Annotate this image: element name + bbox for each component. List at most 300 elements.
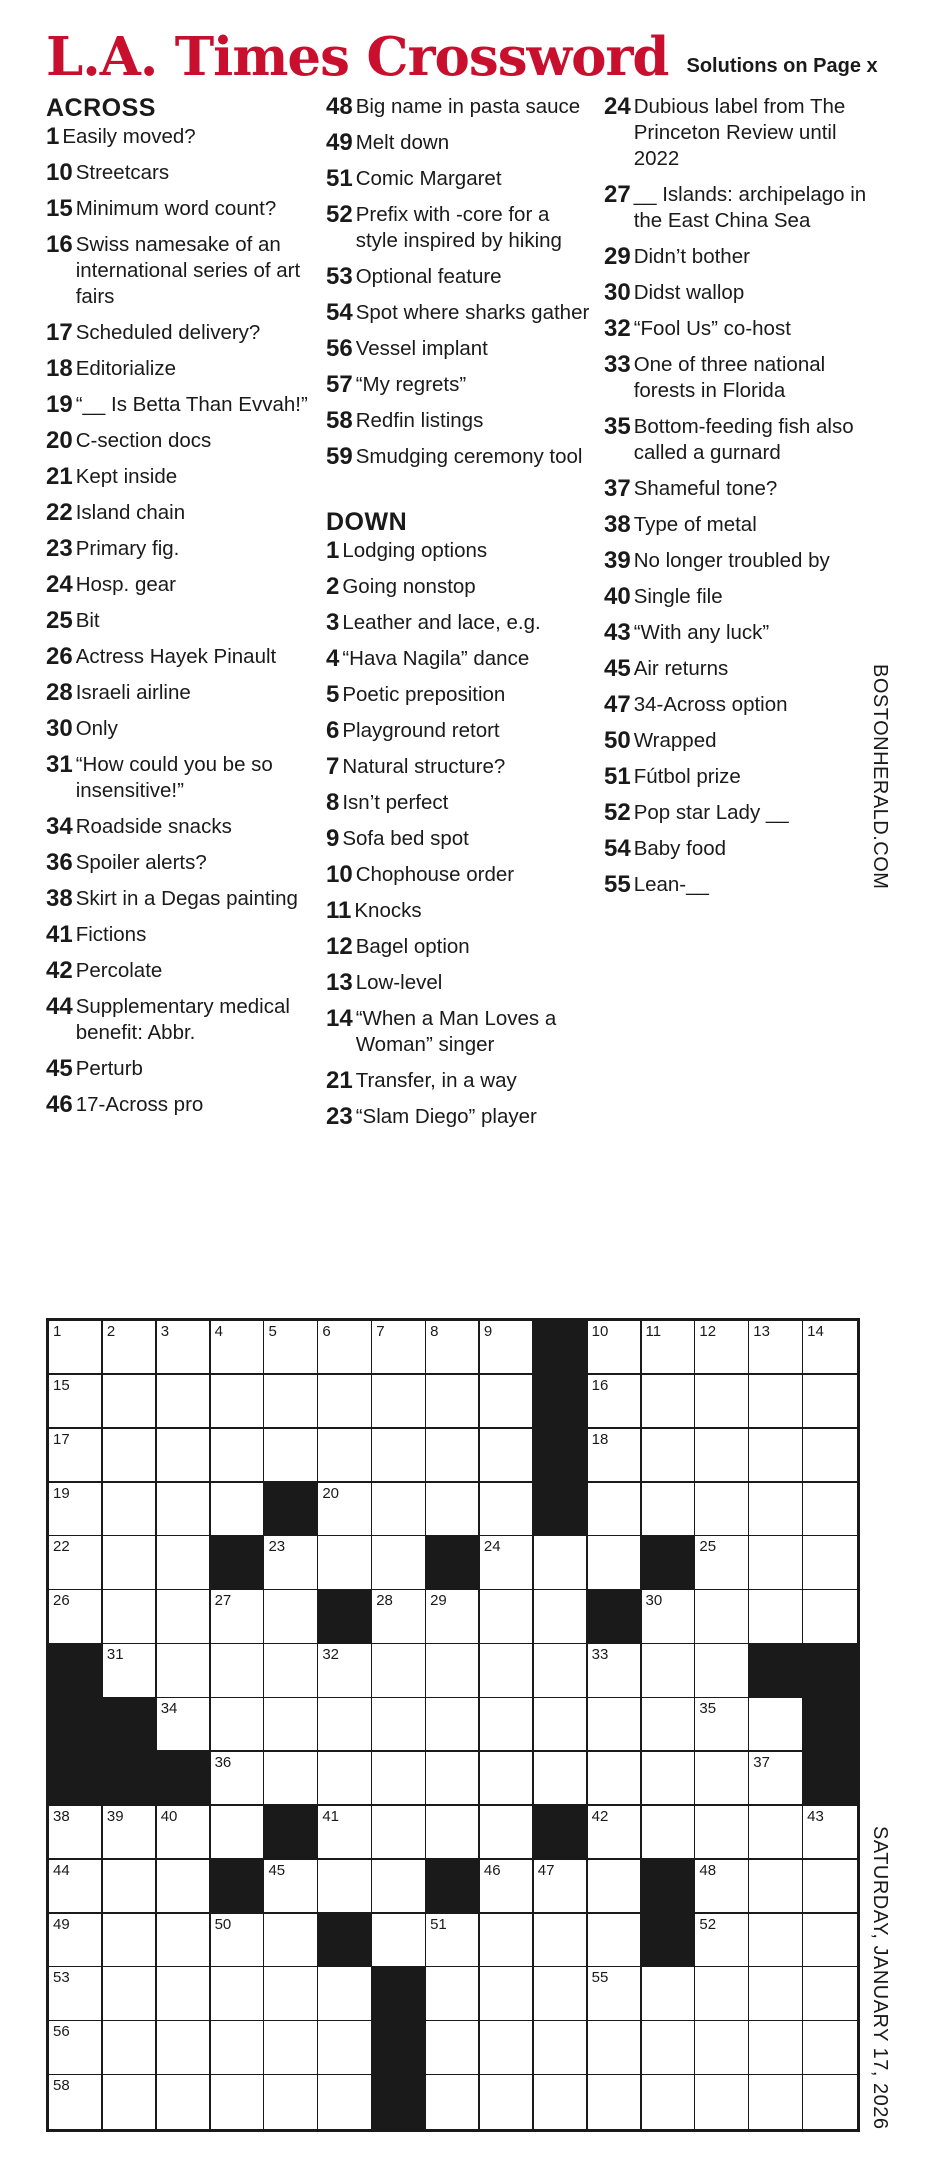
grid-cell[interactable]	[480, 1429, 534, 1483]
clue-column-3	[604, 94, 874, 908]
grid-cell[interactable]	[426, 1752, 480, 1806]
grid-cell[interactable]	[372, 1644, 426, 1698]
clue-item[interactable]	[604, 512, 874, 538]
grid-cell[interactable]	[426, 2021, 480, 2075]
grid-cell[interactable]	[803, 1806, 857, 1860]
grid-cell[interactable]	[49, 1590, 103, 1644]
grid-cell[interactable]	[426, 1375, 480, 1429]
grid-cell[interactable]	[695, 2021, 749, 2075]
grid-cell[interactable]	[264, 2021, 318, 2075]
grid-cell[interactable]	[49, 1967, 103, 2021]
clue-item[interactable]	[46, 464, 316, 490]
grid-cell[interactable]	[157, 1536, 211, 1590]
grid-cell[interactable]	[749, 2021, 803, 2075]
grid-cell[interactable]	[211, 1321, 265, 1375]
grid-cell[interactable]	[480, 1860, 534, 1914]
grid-cell[interactable]	[318, 1644, 372, 1698]
clue-item[interactable]	[46, 850, 316, 876]
grid-cell[interactable]	[372, 1590, 426, 1644]
grid-cell[interactable]	[480, 1375, 534, 1429]
grid-cell[interactable]	[588, 1806, 642, 1860]
grid-cell[interactable]	[749, 1536, 803, 1590]
clue-item[interactable]	[326, 300, 596, 326]
grid-cell[interactable]	[318, 1698, 372, 1752]
grid-cell[interactable]	[695, 2075, 749, 2129]
grid-cell[interactable]	[480, 1698, 534, 1752]
grid-cell[interactable]	[588, 1698, 642, 1752]
clue-item[interactable]	[604, 280, 874, 306]
clue-item[interactable]	[326, 538, 596, 564]
grid-cell[interactable]	[49, 1860, 103, 1914]
grid-cell[interactable]	[372, 1752, 426, 1806]
grid-cell[interactable]	[103, 2021, 157, 2075]
clue-item[interactable]	[604, 656, 874, 682]
grid-cell[interactable]	[157, 1590, 211, 1644]
grid-cell[interactable]	[157, 1321, 211, 1375]
grid-cell[interactable]	[588, 1752, 642, 1806]
grid-cell[interactable]	[749, 2075, 803, 2129]
grid-cell[interactable]	[695, 1644, 749, 1698]
grid-cell[interactable]	[103, 1483, 157, 1537]
grid-cell[interactable]	[318, 1536, 372, 1590]
grid-cell[interactable]	[49, 1806, 103, 1860]
grid-cell[interactable]	[372, 1483, 426, 1537]
clue-item[interactable]	[46, 608, 316, 634]
grid-cell[interactable]	[749, 1806, 803, 1860]
grid-cell[interactable]	[642, 1590, 696, 1644]
clue-item[interactable]	[46, 356, 316, 382]
grid-cell[interactable]	[749, 1860, 803, 1914]
grid-cell[interactable]	[157, 1914, 211, 1968]
grid-cell[interactable]	[103, 1375, 157, 1429]
grid-cell[interactable]	[264, 1914, 318, 1968]
grid-cell[interactable]	[318, 2075, 372, 2129]
grid-cell[interactable]	[264, 1590, 318, 1644]
grid-cell[interactable]	[695, 1860, 749, 1914]
grid-cell[interactable]	[426, 1429, 480, 1483]
clue-number: 36	[46, 849, 73, 876]
grid-cell[interactable]	[534, 1914, 588, 1968]
grid-cell[interactable]	[49, 2021, 103, 2075]
grid-cell[interactable]	[372, 1860, 426, 1914]
clue-text: Optional feature	[355, 265, 502, 288]
grid-cell[interactable]	[426, 1914, 480, 1968]
grid-cell[interactable]	[264, 1321, 318, 1375]
grid-cell[interactable]	[318, 1375, 372, 1429]
grid-cell[interactable]	[318, 1321, 372, 1375]
clue-item[interactable]	[604, 414, 874, 466]
cell-number: 51	[430, 1915, 447, 1933]
grid-cell[interactable]	[157, 1375, 211, 1429]
grid-cell[interactable]	[372, 1429, 426, 1483]
grid-cell[interactable]	[264, 1644, 318, 1698]
clue-item[interactable]	[46, 392, 316, 418]
page-header	[46, 14, 878, 88]
clue-item[interactable]	[326, 934, 596, 960]
grid-block	[534, 1375, 588, 1429]
clue-text: Bagel option	[355, 935, 470, 958]
grid-cell[interactable]	[480, 2075, 534, 2129]
clue-number: 45	[604, 655, 631, 682]
clue-item[interactable]	[604, 764, 874, 790]
clue-text: Kept inside	[75, 465, 178, 488]
cell-number: 22	[53, 1538, 70, 1556]
grid-cell[interactable]	[49, 1321, 103, 1375]
clue-number: 18	[46, 355, 73, 382]
cell-number: 39	[106, 1807, 124, 1825]
grid-cell[interactable]	[803, 2021, 857, 2075]
clue-item[interactable]	[46, 428, 316, 454]
clue-item[interactable]	[46, 752, 316, 804]
grid-cell[interactable]	[749, 1752, 803, 1806]
grid-cell[interactable]	[49, 2075, 103, 2129]
grid-cell[interactable]	[211, 1644, 265, 1698]
clue-item[interactable]	[326, 862, 596, 888]
clue-text: Swiss namesake of an international series of art fairs	[75, 233, 301, 308]
grid-cell[interactable]	[211, 2075, 265, 2129]
grid-cell[interactable]	[318, 1752, 372, 1806]
clue-item[interactable]	[326, 718, 596, 744]
grid-cell[interactable]	[264, 2075, 318, 2129]
grid-cell[interactable]	[642, 1483, 696, 1537]
cell-number: 14	[807, 1323, 824, 1340]
grid-cell[interactable]	[695, 1429, 749, 1483]
clue-text: Natural structure?	[342, 755, 506, 778]
grid-cell[interactable]	[534, 1967, 588, 2021]
clue-number: 53	[326, 263, 353, 290]
grid-cell[interactable]	[426, 1644, 480, 1698]
grid-cell[interactable]	[588, 1914, 642, 1968]
clue-item[interactable]	[326, 790, 596, 816]
grid-cell[interactable]	[318, 2021, 372, 2075]
grid-cell[interactable]	[103, 1590, 157, 1644]
grid-cell[interactable]	[264, 1860, 318, 1914]
clue-item[interactable]	[46, 886, 316, 912]
clue-text: Percolate	[75, 959, 163, 982]
grid-cell[interactable]	[103, 1860, 157, 1914]
clue-item[interactable]	[604, 548, 874, 574]
grid-cell[interactable]	[480, 1914, 534, 1968]
grid-cell[interactable]	[49, 1375, 103, 1429]
grid-cell[interactable]	[695, 1752, 749, 1806]
clue-item[interactable]	[326, 408, 596, 434]
grid-cell[interactable]	[211, 1429, 265, 1483]
clue-item[interactable]	[604, 316, 874, 342]
grid-cell[interactable]	[264, 1375, 318, 1429]
clue-item[interactable]	[46, 320, 316, 346]
clue-item[interactable]	[46, 922, 316, 948]
grid-cell[interactable]	[372, 1806, 426, 1860]
grid-cell[interactable]	[642, 1752, 696, 1806]
clue-item[interactable]	[46, 814, 316, 840]
clue-item[interactable]	[326, 166, 596, 192]
grid-cell[interactable]	[803, 1860, 857, 1914]
grid-cell[interactable]	[588, 1375, 642, 1429]
grid-cell[interactable]	[695, 1967, 749, 2021]
grid-cell[interactable]	[157, 1429, 211, 1483]
clue-item[interactable]	[46, 500, 316, 526]
grid-cell[interactable]	[426, 1698, 480, 1752]
clue-item[interactable]	[46, 232, 316, 310]
grid-cell[interactable]	[49, 1536, 103, 1590]
grid-cell[interactable]	[803, 1536, 857, 1590]
grid-cell[interactable]	[157, 1967, 211, 2021]
clue-item[interactable]	[604, 584, 874, 610]
grid-cell[interactable]	[264, 1429, 318, 1483]
grid-cell[interactable]	[749, 1967, 803, 2021]
grid-cell[interactable]	[642, 1429, 696, 1483]
grid-cell[interactable]	[480, 1967, 534, 2021]
grid-cell[interactable]	[749, 1429, 803, 1483]
cell-number: 7	[376, 1323, 385, 1340]
grid-cell[interactable]	[534, 1752, 588, 1806]
grid-cell[interactable]	[642, 1698, 696, 1752]
grid-cell[interactable]	[49, 1483, 103, 1537]
grid-cell[interactable]	[695, 1698, 749, 1752]
grid-block	[803, 1644, 857, 1698]
clue-item[interactable]	[604, 800, 874, 826]
down-heading: DOWN	[326, 508, 408, 536]
grid-cell[interactable]	[480, 2021, 534, 2075]
grid-cell[interactable]	[49, 1914, 103, 1968]
grid-cell[interactable]	[211, 2021, 265, 2075]
grid-cell[interactable]	[211, 1806, 265, 1860]
clue-number: 9	[326, 825, 340, 852]
grid-block	[157, 1752, 211, 1806]
grid-cell[interactable]	[157, 1806, 211, 1860]
clue-item[interactable]	[46, 958, 316, 984]
grid-cell[interactable]	[534, 1644, 588, 1698]
grid-cell[interactable]	[534, 1590, 588, 1644]
grid-cell[interactable]	[588, 1967, 642, 2021]
clue-item[interactable]	[46, 124, 316, 150]
grid-cell[interactable]	[372, 1321, 426, 1375]
grid-cell[interactable]	[588, 1536, 642, 1590]
clue-item[interactable]	[604, 352, 874, 404]
clue-item[interactable]	[604, 620, 874, 646]
grid-cell[interactable]	[534, 2021, 588, 2075]
clue-item[interactable]	[326, 94, 596, 120]
grid-cell[interactable]	[695, 1590, 749, 1644]
grid-cell[interactable]	[157, 2021, 211, 2075]
clue-number: 6	[326, 717, 340, 744]
grid-cell[interactable]	[426, 1967, 480, 2021]
grid-cell[interactable]	[426, 1590, 480, 1644]
grid-cell[interactable]	[695, 1914, 749, 1968]
grid-cell[interactable]	[264, 1698, 318, 1752]
grid-cell[interactable]	[103, 1914, 157, 1968]
grid-cell[interactable]	[642, 2021, 696, 2075]
grid-cell[interactable]	[103, 1967, 157, 2021]
clue-item[interactable]	[46, 196, 316, 222]
clue-item[interactable]	[46, 536, 316, 562]
grid-cell[interactable]	[157, 1644, 211, 1698]
clue-item[interactable]	[326, 372, 596, 398]
clue-item[interactable]	[604, 872, 874, 898]
grid-cell[interactable]	[480, 1321, 534, 1375]
grid-cell[interactable]	[103, 1429, 157, 1483]
clue-item[interactable]	[604, 244, 874, 270]
grid-cell[interactable]	[103, 1536, 157, 1590]
cell-number: 59	[376, 2077, 393, 2095]
clue-item[interactable]	[326, 826, 596, 852]
grid-cell[interactable]	[211, 1914, 265, 1968]
grid-cell[interactable]	[642, 1806, 696, 1860]
clue-text: Only	[75, 717, 118, 740]
grid-cell[interactable]	[749, 1914, 803, 1968]
grid-cell[interactable]	[803, 1429, 857, 1483]
grid-cell[interactable]	[588, 1860, 642, 1914]
grid-cell[interactable]	[695, 1536, 749, 1590]
grid-cell[interactable]	[49, 1429, 103, 1483]
grid-cell[interactable]	[588, 2075, 642, 2129]
grid-cell[interactable]	[749, 1375, 803, 1429]
grid-cell[interactable]	[480, 1806, 534, 1860]
grid-cell[interactable]	[534, 1698, 588, 1752]
clue-item[interactable]	[46, 160, 316, 186]
grid-cell[interactable]	[480, 1644, 534, 1698]
clue-text: C-section docs	[75, 429, 212, 452]
grid-cell[interactable]	[480, 1536, 534, 1590]
grid-cell[interactable]	[264, 1967, 318, 2021]
grid-cell[interactable]	[264, 1536, 318, 1590]
clue-item[interactable]	[46, 1092, 316, 1118]
clue-number: 4	[326, 645, 340, 672]
grid-cell[interactable]	[695, 1375, 749, 1429]
grid-cell[interactable]	[749, 1590, 803, 1644]
cell-number: 16	[591, 1376, 609, 1394]
clue-item[interactable]	[326, 898, 596, 924]
grid-cell[interactable]	[588, 1321, 642, 1375]
grid-cell[interactable]	[318, 1860, 372, 1914]
grid-cell[interactable]	[372, 1698, 426, 1752]
clue-item[interactable]	[46, 572, 316, 598]
grid-cell[interactable]	[318, 1429, 372, 1483]
clue-item[interactable]	[326, 682, 596, 708]
grid-cell[interactable]	[480, 1590, 534, 1644]
clue-item[interactable]	[46, 994, 316, 1046]
grid-cell[interactable]	[211, 1752, 265, 1806]
grid-cell[interactable]	[426, 1321, 480, 1375]
grid-cell[interactable]	[803, 1483, 857, 1537]
cell-number: 48	[699, 1861, 717, 1879]
clue-number: 17	[46, 319, 73, 346]
grid-cell[interactable]	[588, 1644, 642, 1698]
grid-cell[interactable]	[695, 1321, 749, 1375]
grid-cell[interactable]	[534, 1860, 588, 1914]
grid-cell[interactable]	[372, 1536, 426, 1590]
grid-cell[interactable]	[103, 1644, 157, 1698]
grid-cell[interactable]	[372, 1914, 426, 1968]
clue-item[interactable]	[326, 1068, 596, 1094]
grid-cell[interactable]	[157, 1860, 211, 1914]
clue-item[interactable]	[326, 444, 596, 470]
grid-cell[interactable]	[211, 1590, 265, 1644]
grid-cell[interactable]	[803, 1914, 857, 1968]
clue-item[interactable]	[326, 574, 596, 600]
clue-item[interactable]	[46, 716, 316, 742]
grid-cell[interactable]	[426, 2075, 480, 2129]
grid-cell[interactable]	[157, 1483, 211, 1537]
grid-cell[interactable]	[103, 1321, 157, 1375]
clue-item[interactable]	[604, 182, 874, 234]
grid-cell[interactable]	[803, 1375, 857, 1429]
grid-cell[interactable]	[749, 1321, 803, 1375]
clue-item[interactable]	[46, 680, 316, 706]
grid-cell[interactable]	[588, 1429, 642, 1483]
grid-cell[interactable]	[803, 2075, 857, 2129]
clue-item[interactable]	[326, 130, 596, 156]
clue-item[interactable]	[326, 754, 596, 780]
grid-cell[interactable]	[426, 1483, 480, 1537]
clue-item[interactable]	[326, 1104, 596, 1130]
grid-cell[interactable]	[211, 1967, 265, 2021]
grid-cell[interactable]	[103, 1806, 157, 1860]
grid-cell[interactable]	[588, 2021, 642, 2075]
grid-cell[interactable]	[480, 1752, 534, 1806]
clue-item[interactable]	[326, 610, 596, 636]
grid-cell[interactable]	[642, 1321, 696, 1375]
grid-cell[interactable]	[372, 1375, 426, 1429]
grid-cell[interactable]	[318, 1483, 372, 1537]
grid-cell[interactable]	[803, 1321, 857, 1375]
grid-cell[interactable]	[426, 1806, 480, 1860]
clue-item[interactable]	[604, 836, 874, 862]
grid-cell[interactable]	[318, 1806, 372, 1860]
grid-cell[interactable]	[211, 1483, 265, 1537]
grid-cell[interactable]	[157, 2075, 211, 2129]
clue-item[interactable]	[326, 202, 596, 254]
clue-item[interactable]	[326, 1006, 596, 1058]
grid-cell[interactable]	[103, 2075, 157, 2129]
grid-cell[interactable]	[588, 1483, 642, 1537]
clue-text: Streetcars	[75, 161, 170, 184]
grid-cell[interactable]	[695, 1806, 749, 1860]
clue-item[interactable]	[46, 644, 316, 670]
grid-cell[interactable]	[642, 1375, 696, 1429]
clue-item[interactable]	[326, 970, 596, 996]
grid-cell[interactable]	[157, 1698, 211, 1752]
grid-cell[interactable]	[749, 1698, 803, 1752]
clue-text: Scheduled delivery?	[75, 321, 261, 344]
grid-cell[interactable]	[642, 1644, 696, 1698]
grid-cell[interactable]	[264, 1752, 318, 1806]
clue-item[interactable]	[604, 728, 874, 754]
grid-cell[interactable]	[211, 1698, 265, 1752]
clue-item[interactable]	[604, 476, 874, 502]
grid-cell[interactable]	[211, 1375, 265, 1429]
grid-cell[interactable]	[534, 1536, 588, 1590]
cell-number: 29	[430, 1592, 447, 1610]
grid-cell[interactable]	[642, 2075, 696, 2129]
grid-cell[interactable]	[534, 2075, 588, 2129]
clue-text: Bit	[75, 609, 100, 632]
clue-item[interactable]	[604, 692, 874, 718]
grid-cell[interactable]	[480, 1483, 534, 1537]
cell-number: 15	[53, 1376, 70, 1394]
grid-cell[interactable]	[695, 1483, 749, 1537]
clue-item[interactable]	[326, 336, 596, 362]
grid-cell[interactable]	[749, 1483, 803, 1537]
grid-cell[interactable]	[642, 1967, 696, 2021]
grid-cell[interactable]	[803, 1967, 857, 2021]
grid-cell[interactable]	[803, 1590, 857, 1644]
grid-cell[interactable]	[318, 1967, 372, 2021]
clue-item[interactable]	[604, 94, 874, 172]
clue-item[interactable]	[46, 1056, 316, 1082]
clue-item[interactable]	[326, 646, 596, 672]
clue-item[interactable]	[326, 264, 596, 290]
